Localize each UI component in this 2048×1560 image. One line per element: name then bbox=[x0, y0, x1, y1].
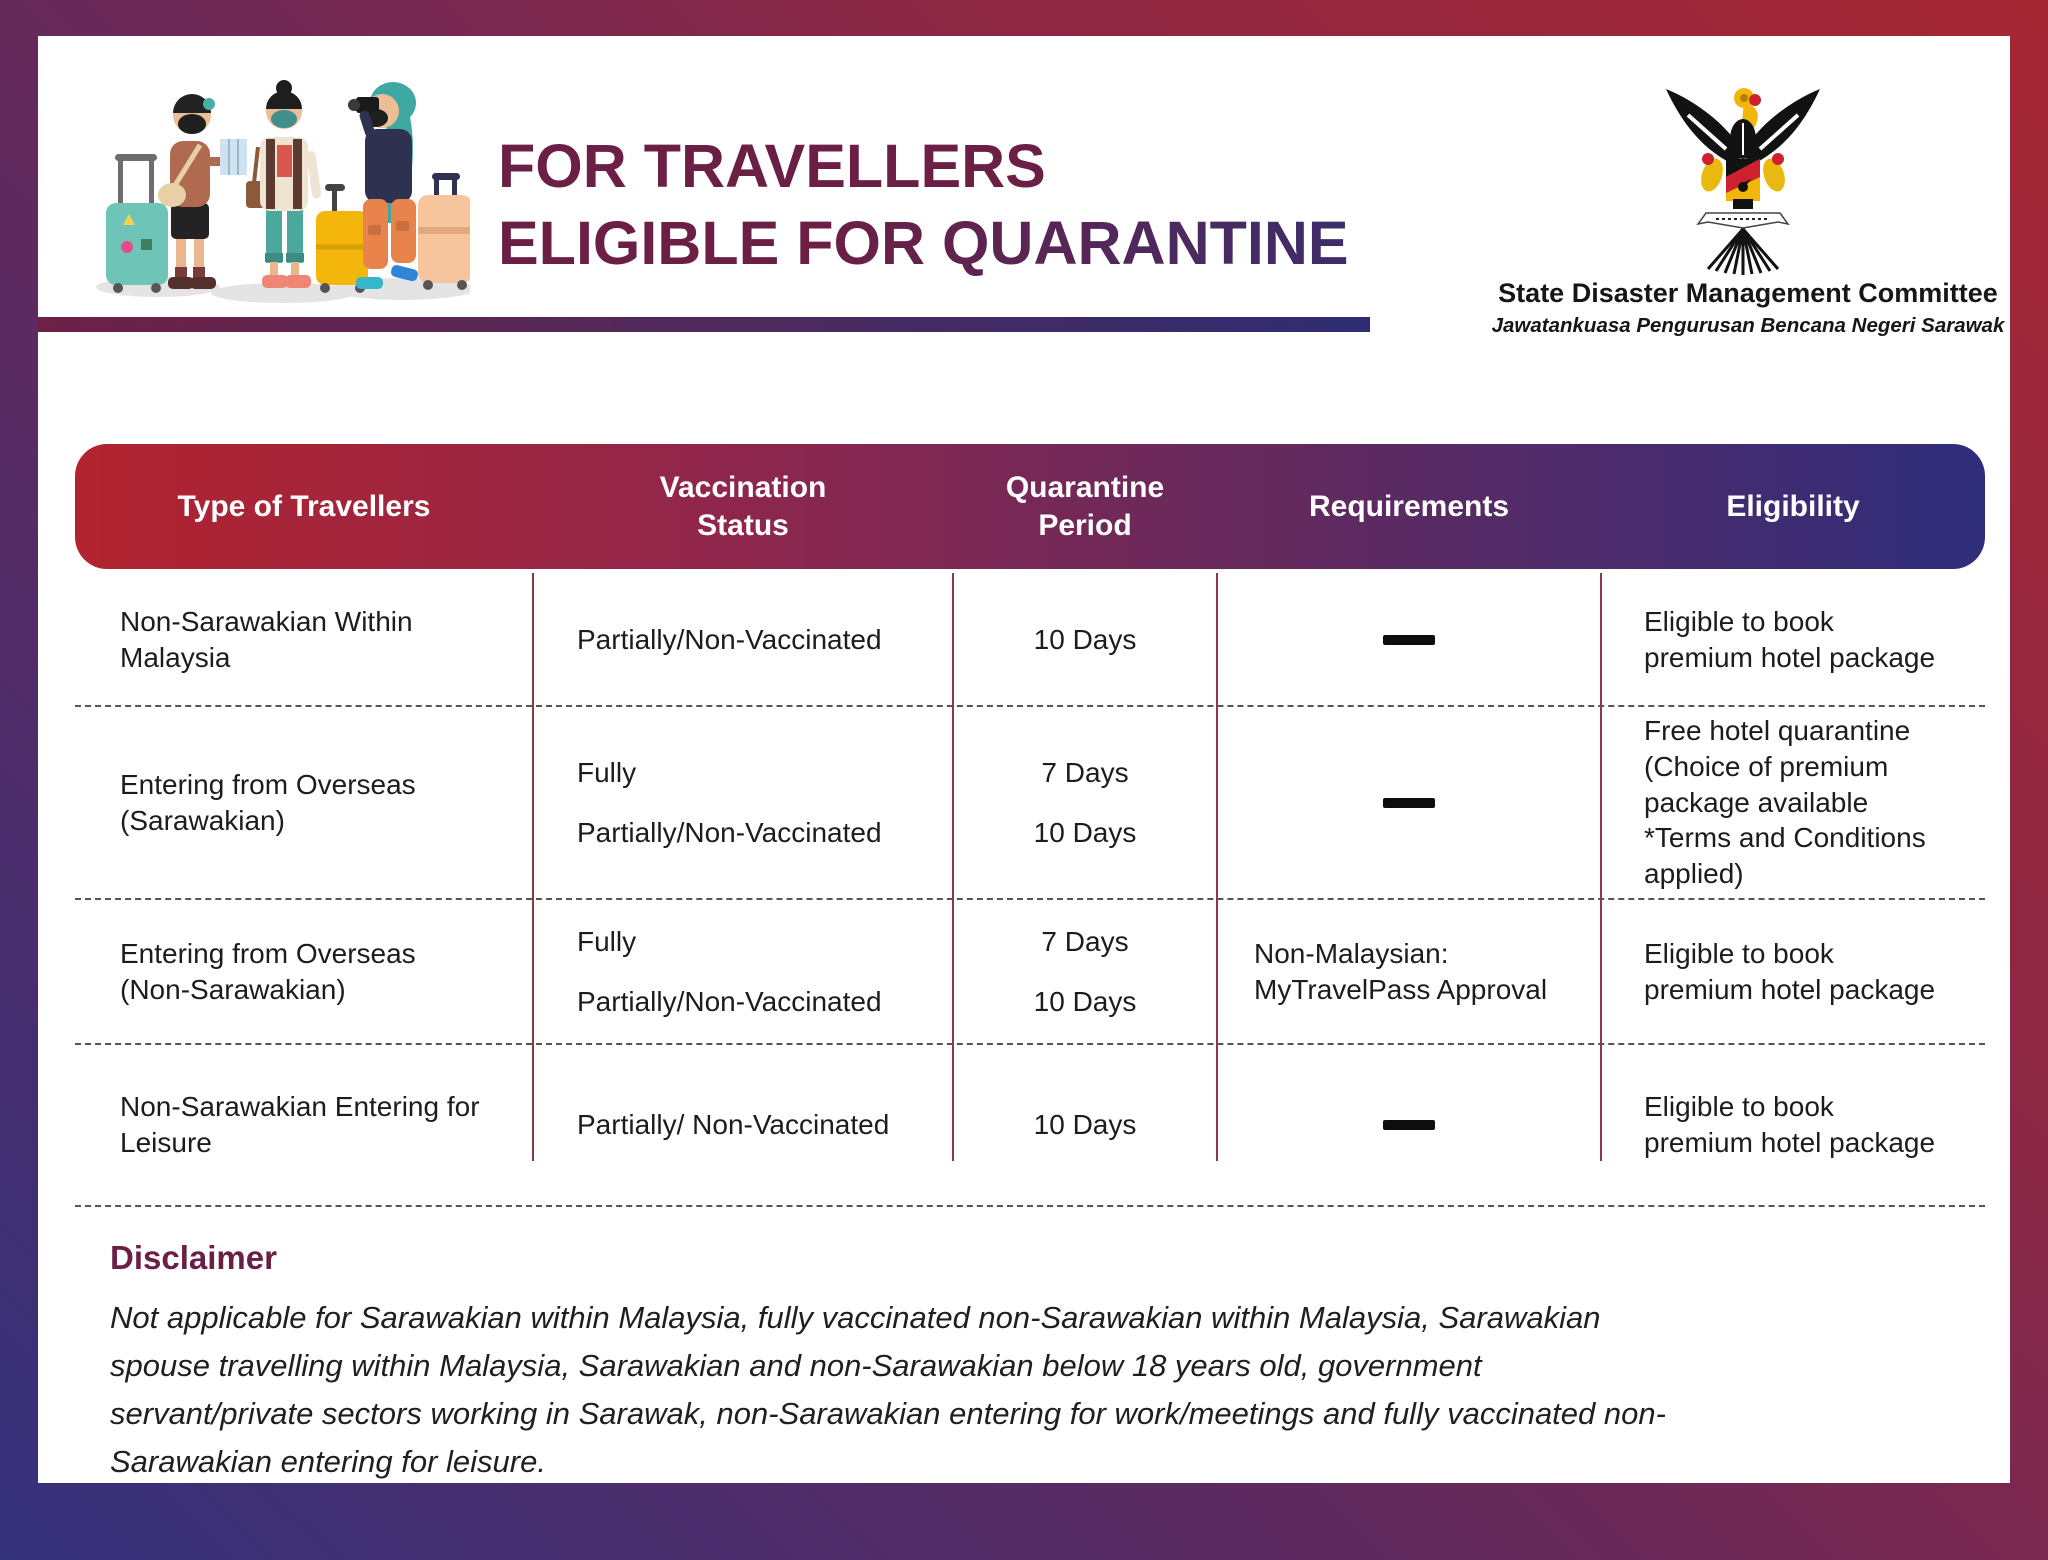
crest-ribbon bbox=[1698, 213, 1788, 228]
cell-eligibility: Eligible to book premium hotel package bbox=[1644, 605, 1936, 673]
cell-type: Entering from Overseas (Non-Sarawakian) bbox=[120, 937, 416, 1005]
travellers-illustration bbox=[88, 54, 470, 306]
traveller-1 bbox=[106, 94, 247, 293]
cell-requirements bbox=[1217, 706, 1601, 899]
row-divider bbox=[75, 1043, 1985, 1045]
table-header-row bbox=[75, 444, 1985, 569]
traveller-2 bbox=[246, 80, 368, 293]
row-divider bbox=[75, 898, 1985, 900]
table-body bbox=[75, 573, 1985, 1206]
column-divider bbox=[532, 573, 534, 1161]
page-title bbox=[498, 128, 1349, 282]
column-divider bbox=[1216, 573, 1218, 1161]
cell-vaccination: Fully Partially/Non-Vaccinated bbox=[577, 756, 882, 848]
cell-period: 10 Days bbox=[1033, 1109, 1137, 1141]
quarantine-table bbox=[75, 444, 1985, 1206]
cell-type: Non-Sarawakian Within Malaysia bbox=[120, 605, 413, 673]
column-divider bbox=[952, 573, 954, 1161]
org-logo-block bbox=[1448, 66, 2048, 337]
crest-tail-rays bbox=[1708, 229, 1778, 275]
dash-icon bbox=[1383, 1120, 1435, 1130]
cell-vaccination: Partially/Non-Vaccinated bbox=[577, 623, 882, 655]
disclaimer-heading: Disclaimer bbox=[110, 1239, 277, 1276]
column-header-eligibility: Eligibility bbox=[1726, 489, 1860, 523]
crest-shield bbox=[1726, 159, 1760, 201]
traveller-3 bbox=[348, 82, 470, 290]
cell-vaccination: Partially/ Non-Vaccinated bbox=[577, 1109, 890, 1141]
cell-eligibility: Free hotel quarantine (Choice of premium package available *Terms and Conditions applied) bbox=[1644, 714, 1926, 890]
column-divider bbox=[1600, 573, 1602, 1161]
cell-period: 7 Days 10 Days bbox=[1033, 756, 1137, 848]
org-name: State Disaster Management Committee bbox=[1498, 278, 1998, 308]
disclaimer-text: Not applicable for Sarawakian within Malaysia, fully vaccinated non-Sarawakian within Malaysia, Sarawakian spouse travelling within Malaysia, Sarawakian and non-Sarawakian below 18 years old, government servant/private sectors working in Sarawak, non-Sarawakian entering for work/meetings and fully vaccinated non-Sarawakian entering for leisure. bbox=[110, 1300, 1666, 1479]
cell-type: Non-Sarawakian Entering for Leisure bbox=[120, 1091, 480, 1158]
cell-eligibility: Eligible to book premium hotel package bbox=[1644, 937, 1936, 1005]
cell-requirements: Non-Malaysian: MyTravelPass Approval bbox=[1254, 937, 1548, 1005]
cell-requirements bbox=[1217, 573, 1601, 706]
sarawak-crest-logo bbox=[1648, 71, 1838, 276]
cell-vaccination: Fully Partially/Non-Vaccinated bbox=[577, 925, 882, 1017]
column-header-vaccination: Vaccination Status bbox=[659, 471, 827, 542]
cell-eligibility: Eligible to book premium hotel package bbox=[1644, 1091, 1936, 1158]
page-title-line2: ELIGIBLE FOR QUARANTINE bbox=[498, 205, 1349, 282]
column-header-requirements: Requirements bbox=[1308, 489, 1510, 523]
title-underline-bar bbox=[38, 317, 1370, 332]
dash-icon bbox=[1383, 635, 1435, 645]
cell-type: Entering from Overseas (Sarawakian) bbox=[120, 768, 416, 836]
page-title-line1: FOR TRAVELLERS bbox=[498, 132, 1046, 200]
row-divider bbox=[75, 1205, 1985, 1207]
cell-period: 10 Days bbox=[1033, 623, 1137, 655]
content-panel bbox=[38, 36, 2010, 1483]
column-header-type: Type of Travellers bbox=[177, 489, 431, 523]
row-divider bbox=[75, 705, 1985, 707]
dash-icon bbox=[1383, 798, 1435, 808]
org-subtitle: Jawatankuasa Pengurusan Bencana Negeri Sarawak bbox=[1491, 314, 2005, 337]
column-header-period: Quarantine Period bbox=[1005, 471, 1165, 542]
cell-requirements bbox=[1217, 1044, 1601, 1206]
cell-period: 7 Days 10 Days bbox=[1033, 925, 1137, 1017]
